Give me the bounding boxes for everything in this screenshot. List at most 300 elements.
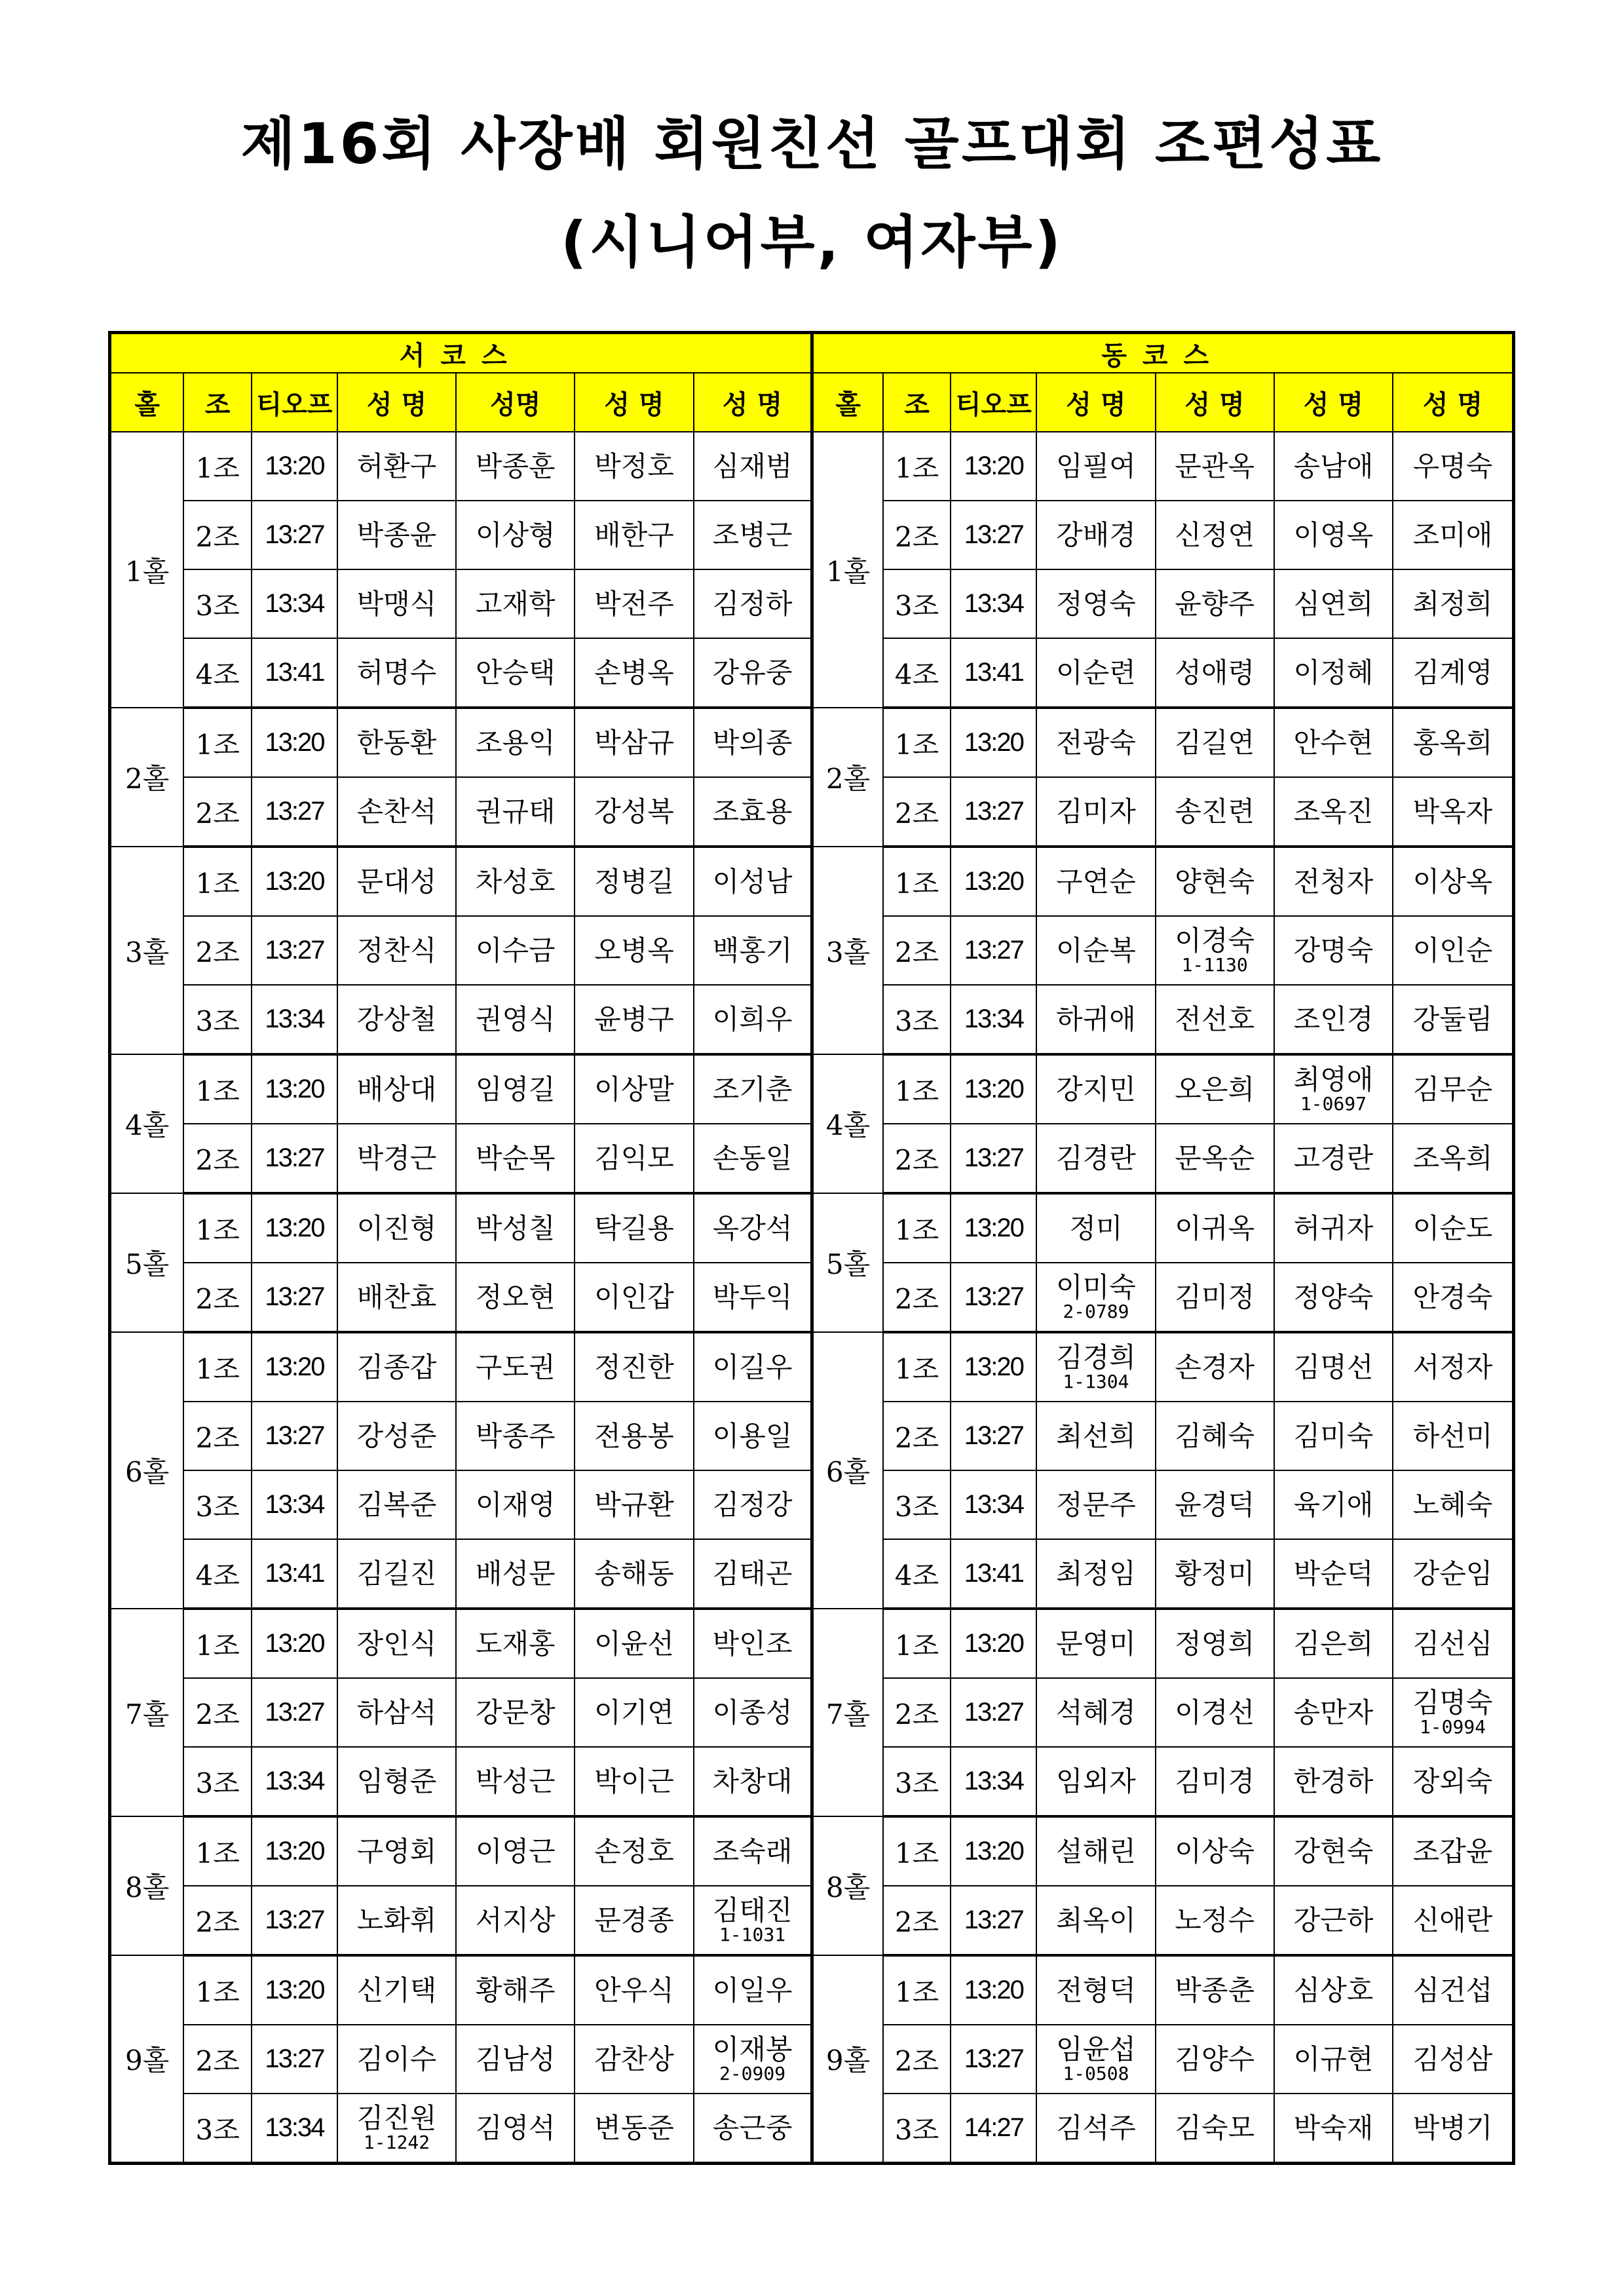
player-name [575, 985, 693, 1054]
group-label: 2조 [883, 2025, 951, 2094]
player-name [1274, 1263, 1393, 1332]
player-name [694, 1470, 812, 1539]
group-label: 1조 [183, 1332, 252, 1402]
group-label: 1조 [883, 1955, 951, 2025]
player-name [1393, 1816, 1513, 1886]
group-label: 2조 [183, 1886, 252, 1955]
tee-time: 14:27 [951, 2094, 1036, 2164]
east-course-header: 동코스 [812, 333, 1514, 373]
player-name-text: 정찬식 [356, 934, 437, 966]
player-name [1274, 501, 1393, 569]
player-name [337, 2025, 456, 2094]
player-name-text: 배성문 [475, 1557, 556, 1590]
player-member-number: 1-1304 [1063, 1370, 1129, 1392]
tee-time: 13:34 [951, 569, 1036, 638]
player-name [1036, 1402, 1155, 1470]
tee-time: 13:20 [252, 708, 337, 777]
player-name-text: 김명선 [1293, 1350, 1374, 1383]
player-name-text: 김익모 [594, 1141, 674, 1174]
player-name-text: 최옥이 [1056, 1904, 1136, 1936]
player-name [337, 1955, 456, 2025]
player-name-text: 박규환 [594, 1488, 674, 1521]
player-name-text: 이일우 [712, 1974, 793, 2006]
group-label: 2조 [183, 1402, 252, 1470]
player-name-text: 장인식 [356, 1627, 437, 1660]
tee-time: 13:20 [951, 847, 1036, 916]
hole-label: 2홀 [812, 708, 883, 847]
player-name-text: 이영옥 [1293, 518, 1374, 551]
player-name-text: 강순임 [1412, 1557, 1493, 1590]
player-name [337, 1124, 456, 1193]
player-name [1393, 1054, 1513, 1124]
player-name-text: 이희우 [712, 1003, 793, 1035]
player-name-text: 김혜숙 [1175, 1419, 1255, 1452]
player-name [694, 1332, 812, 1402]
player-name-text: 정미 [1069, 1212, 1123, 1244]
player-name [456, 916, 575, 985]
player-name [1274, 1054, 1393, 1124]
player-name-text: 김정강 [712, 1488, 793, 1521]
player-name [575, 1678, 693, 1747]
player-name-text: 김미자 [1056, 795, 1136, 828]
player-name-text: 이정혜 [1293, 656, 1374, 689]
player-name [694, 985, 812, 1054]
player-name [694, 1816, 812, 1886]
player-name-text: 이용일 [712, 1419, 793, 1452]
player-name [337, 1816, 456, 1886]
tee-time: 13:20 [951, 1955, 1036, 2025]
group-label: 2조 [883, 916, 951, 985]
player-name-text: 김미숙 [1293, 1419, 1374, 1452]
player-name [1393, 985, 1513, 1054]
player-name-text: 이기연 [594, 1696, 674, 1729]
player-name-text: 김미정 [1175, 1280, 1255, 1313]
col-name: 성 명 [575, 373, 693, 432]
player-name-text: 성애령 [1175, 656, 1255, 689]
player-name [1274, 985, 1393, 1054]
col-tee: 티오프 [951, 373, 1036, 432]
table-row [110, 1124, 1514, 1193]
player-name [575, 1539, 693, 1609]
hole-label: 8홀 [812, 1816, 883, 1955]
col-name: 성 명 [1393, 373, 1513, 432]
player-name [1036, 916, 1155, 985]
player-name-text: 박이근 [594, 1765, 674, 1797]
tee-time: 13:27 [951, 1263, 1036, 1332]
table-row [110, 777, 1514, 847]
player-name [575, 1886, 693, 1955]
player-name [575, 1955, 693, 2025]
player-name [694, 1402, 812, 1470]
tee-time: 13:27 [951, 2025, 1036, 2094]
player-name-text: 문대성 [356, 865, 437, 898]
tee-time: 13:27 [252, 1263, 337, 1332]
player-name [575, 638, 693, 708]
player-name-text: 구영회 [356, 1835, 437, 1867]
player-name [456, 1816, 575, 1886]
table-row [110, 638, 1514, 708]
group-label: 2조 [183, 1263, 252, 1332]
player-name-text: 최선희 [1056, 1419, 1136, 1452]
player-name [1274, 916, 1393, 985]
group-label: 2조 [883, 1678, 951, 1747]
player-name-text: 전형덕 [1056, 1974, 1136, 2006]
player-name-text: 조효용 [712, 795, 793, 828]
group-label: 3조 [883, 569, 951, 638]
player-name-text: 이규현 [1293, 2042, 1374, 2075]
player-name-text: 문옥순 [1175, 1141, 1255, 1174]
player-name [456, 1332, 575, 1402]
player-name-text: 윤향주 [1175, 587, 1255, 620]
group-label: 1조 [183, 1193, 252, 1263]
player-name [1274, 1332, 1393, 1402]
player-name-text: 심연희 [1293, 587, 1374, 620]
player-name-text: 이상숙 [1175, 1835, 1255, 1867]
player-name-text: 박숙재 [1293, 2111, 1374, 2144]
player-name-text: 김길연 [1175, 726, 1255, 759]
player-name [1393, 501, 1513, 569]
player-name [1036, 985, 1155, 1054]
tee-time: 13:41 [951, 1539, 1036, 1609]
player-name-text: 서지상 [475, 1904, 556, 1936]
group-label: 1조 [883, 432, 951, 501]
group-label: 2조 [183, 916, 252, 985]
player-name-text: 신정연 [1175, 518, 1255, 551]
player-name-text: 우명숙 [1412, 450, 1493, 482]
player-name [1274, 1609, 1393, 1678]
tee-time: 13:34 [951, 1747, 1036, 1816]
player-name-text: 송만자 [1293, 1696, 1374, 1729]
player-name [337, 708, 456, 777]
player-name [456, 847, 575, 916]
player-member-number: 1-1242 [363, 2131, 430, 2153]
group-label: 2조 [183, 1124, 252, 1193]
player-name-text: 김경란 [1056, 1141, 1136, 1174]
player-name [1156, 569, 1274, 638]
player-name-text: 육기애 [1293, 1488, 1374, 1521]
player-name [337, 1402, 456, 1470]
player-name [694, 916, 812, 985]
player-name-text: 문영미 [1056, 1627, 1136, 1660]
player-name [694, 1263, 812, 1332]
player-name [337, 985, 456, 1054]
group-label: 2조 [883, 1124, 951, 1193]
player-name [337, 432, 456, 501]
player-name [1393, 1747, 1513, 1816]
player-name-text: 강배경 [1056, 518, 1136, 551]
player-name-text: 전용봉 [594, 1419, 674, 1452]
player-name-text: 이상말 [594, 1073, 674, 1105]
player-name [1274, 432, 1393, 501]
player-name-text: 김남성 [475, 2042, 556, 2075]
hole-label: 2홀 [110, 708, 184, 847]
player-name [456, 1263, 575, 1332]
player-name-text: 배찬효 [356, 1280, 437, 1313]
player-name [456, 1747, 575, 1816]
table-row [110, 1816, 1514, 1886]
player-name-text: 황해주 [475, 1974, 556, 2006]
player-name-text: 이성남 [712, 865, 793, 898]
group-label: 3조 [883, 985, 951, 1054]
player-name [1156, 1609, 1274, 1678]
player-name-text: 박성칠 [475, 1212, 556, 1244]
player-name [456, 1678, 575, 1747]
table-row [110, 985, 1514, 1054]
player-name [1393, 1539, 1513, 1609]
hole-label: 9홀 [110, 1955, 184, 2164]
player-name [1156, 1678, 1274, 1747]
player-name [1156, 1816, 1274, 1886]
player-name [1036, 847, 1155, 916]
player-name-text: 윤경덕 [1175, 1488, 1255, 1521]
page-subtitle: (시니어부, 여자부) [561, 210, 1063, 275]
player-name [456, 1539, 575, 1609]
player-name [575, 1263, 693, 1332]
col-name: 성 명 [1156, 373, 1274, 432]
player-name-text: 박종주 [475, 1419, 556, 1452]
player-name [1393, 708, 1513, 777]
player-name-text: 홍옥희 [1412, 726, 1493, 759]
player-name-text: 박병기 [1412, 2111, 1493, 2144]
player-name [1036, 1193, 1155, 1263]
player-name-text: 안수현 [1293, 726, 1374, 759]
hole-label: 5홀 [110, 1193, 184, 1332]
player-member-number: 1-0508 [1063, 2062, 1129, 2084]
player-name [337, 847, 456, 916]
hole-label: 6홀 [110, 1332, 184, 1609]
player-name-text: 이순복 [1056, 934, 1136, 966]
player-name [575, 432, 693, 501]
player-name-text: 김명숙 [1412, 1686, 1493, 1719]
player-name [575, 1402, 693, 1470]
player-name [1156, 1193, 1274, 1263]
player-name-text: 이상옥 [1412, 865, 1493, 898]
col-group: 조 [183, 373, 252, 432]
player-name-text: 오은희 [1175, 1073, 1255, 1105]
player-name-text: 황정미 [1175, 1557, 1255, 1590]
player-member-number: 1-0697 [1300, 1092, 1367, 1115]
table-row [110, 1609, 1514, 1678]
player-name [575, 847, 693, 916]
player-name-text: 권영식 [475, 1003, 556, 1035]
player-name [1156, 847, 1274, 916]
player-name [1036, 1955, 1155, 2025]
table-row [110, 1054, 1514, 1124]
player-name [575, 501, 693, 569]
player-name [694, 638, 812, 708]
player-name-text: 이순도 [1412, 1212, 1493, 1244]
player-name-text: 이경숙 [1175, 924, 1255, 957]
player-name-text: 이상형 [475, 518, 556, 551]
player-name [575, 777, 693, 847]
group-label: 1조 [183, 708, 252, 777]
player-name [694, 847, 812, 916]
player-name-text: 변동준 [594, 2111, 674, 2144]
player-name [1156, 501, 1274, 569]
player-name-text: 조미애 [1412, 518, 1493, 551]
player-name-text: 배상대 [356, 1073, 437, 1105]
player-name-text: 김정하 [712, 587, 793, 620]
player-name-text: 설해린 [1056, 1835, 1136, 1867]
player-name [694, 1609, 812, 1678]
player-name-text: 노혜숙 [1412, 1488, 1493, 1521]
tee-time: 13:20 [252, 1332, 337, 1402]
player-name [694, 2094, 812, 2164]
tee-time: 13:20 [252, 1955, 337, 2025]
player-name [1393, 1193, 1513, 1263]
player-name-text: 이재영 [475, 1488, 556, 1521]
player-name [694, 501, 812, 569]
player-name-text: 박옥자 [1412, 795, 1493, 828]
tee-time: 13:27 [252, 1402, 337, 1470]
player-name [575, 1054, 693, 1124]
player-name-text: 박순덕 [1293, 1557, 1374, 1590]
player-name-text: 조병근 [712, 518, 793, 551]
group-label: 2조 [183, 777, 252, 847]
player-name [337, 1678, 456, 1747]
table-row [110, 916, 1514, 985]
player-name-text: 도재홍 [475, 1627, 556, 1660]
player-name [1036, 1332, 1155, 1402]
player-name-text: 하선미 [1412, 1419, 1493, 1452]
player-name [456, 2025, 575, 2094]
table-row [110, 1886, 1514, 1955]
group-label: 1조 [183, 432, 252, 501]
player-name [575, 1470, 693, 1539]
group-label: 2조 [883, 1402, 951, 1470]
player-name [337, 1747, 456, 1816]
player-name [694, 432, 812, 501]
player-name-text: 강문창 [475, 1696, 556, 1729]
player-name [1036, 1263, 1155, 1332]
player-name [456, 1609, 575, 1678]
hole-label: 7홀 [110, 1609, 184, 1816]
player-name-text: 최정임 [1056, 1557, 1136, 1590]
player-name [1274, 777, 1393, 847]
group-label: 1조 [883, 1816, 951, 1886]
player-name-text: 백홍기 [712, 934, 793, 966]
tee-time: 13:27 [951, 916, 1036, 985]
player-name [1036, 569, 1155, 638]
player-name [575, 2025, 693, 2094]
player-name [575, 1124, 693, 1193]
player-name [337, 1332, 456, 1402]
group-label: 4조 [183, 1539, 252, 1609]
player-name [694, 2025, 812, 2094]
player-name [1156, 432, 1274, 501]
player-name-text: 김숙모 [1175, 2111, 1255, 2144]
west-course-header: 서코스 [110, 333, 812, 373]
player-name-text: 이종성 [712, 1696, 793, 1729]
player-name [1156, 916, 1274, 985]
player-name [1156, 1263, 1274, 1332]
player-name [1036, 501, 1155, 569]
player-name [1393, 2094, 1513, 2164]
player-name-text: 김이수 [356, 2042, 437, 2075]
group-label: 3조 [183, 985, 252, 1054]
player-name-text: 손병옥 [594, 656, 674, 689]
group-label: 1조 [883, 847, 951, 916]
player-name-text: 임영길 [475, 1073, 556, 1105]
tee-time: 13:27 [951, 1402, 1036, 1470]
player-name-text: 장외숙 [1412, 1765, 1493, 1797]
player-name-text: 임외자 [1056, 1765, 1136, 1797]
table-row [110, 569, 1514, 638]
schedule-body [110, 432, 1514, 2164]
player-name [1393, 1609, 1513, 1678]
player-name [1274, 1539, 1393, 1609]
tee-time: 13:27 [951, 777, 1036, 847]
player-name-text: 허귀자 [1293, 1212, 1374, 1244]
player-name [1156, 1470, 1274, 1539]
player-member-number: 2-0789 [1063, 1300, 1129, 1322]
player-name-text: 고재학 [475, 587, 556, 620]
player-name [456, 1470, 575, 1539]
hole-label: 5홀 [812, 1193, 883, 1332]
player-name-text: 조용익 [475, 726, 556, 759]
col-group: 조 [883, 373, 951, 432]
player-name [694, 1886, 812, 1955]
player-name [1036, 2094, 1155, 2164]
player-name [1274, 1193, 1393, 1263]
group-label: 3조 [883, 1470, 951, 1539]
player-member-number: 2-0909 [719, 2062, 786, 2084]
player-name [575, 1609, 693, 1678]
player-name [1393, 1263, 1513, 1332]
player-name-text: 김길진 [356, 1557, 437, 1590]
group-label: 1조 [183, 1816, 252, 1886]
col-name: 성 명 [1036, 373, 1155, 432]
table-row [110, 501, 1514, 569]
hole-label: 6홀 [812, 1332, 883, 1609]
group-label: 2조 [883, 1886, 951, 1955]
player-name [1036, 1747, 1155, 1816]
player-name-text: 김은희 [1293, 1627, 1374, 1660]
player-name [456, 708, 575, 777]
player-name [1274, 1402, 1393, 1470]
tee-time: 13:34 [252, 569, 337, 638]
player-name [1274, 2025, 1393, 2094]
player-name-text: 강성준 [356, 1419, 437, 1452]
group-label: 1조 [183, 1609, 252, 1678]
player-name-text: 최정희 [1412, 587, 1493, 620]
player-name-text: 강현숙 [1293, 1835, 1374, 1867]
player-name-text: 노화휘 [356, 1904, 437, 1936]
player-name [694, 708, 812, 777]
player-name [337, 1609, 456, 1678]
player-name-text: 이영근 [475, 1835, 556, 1867]
player-name-text: 김태진 [712, 1894, 793, 1926]
group-label: 2조 [183, 1678, 252, 1747]
player-name [1393, 1955, 1513, 2025]
player-name-text: 한동환 [356, 726, 437, 759]
player-name-text: 김진원 [356, 2101, 437, 2134]
player-name [1393, 432, 1513, 501]
player-name-text: 탁길용 [594, 1212, 674, 1244]
player-name-text: 배한구 [594, 518, 674, 551]
player-name [456, 501, 575, 569]
player-name-text: 송진련 [1175, 795, 1255, 828]
col-hole: 홀 [812, 373, 883, 432]
player-name [337, 777, 456, 847]
player-name-text: 김복준 [356, 1488, 437, 1521]
table-row [110, 1193, 1514, 1263]
player-name [1393, 1470, 1513, 1539]
player-name-text: 옥강석 [712, 1212, 793, 1244]
player-name [456, 2094, 575, 2164]
player-name-text: 임형준 [356, 1765, 437, 1797]
player-name-text: 오병옥 [594, 934, 674, 966]
